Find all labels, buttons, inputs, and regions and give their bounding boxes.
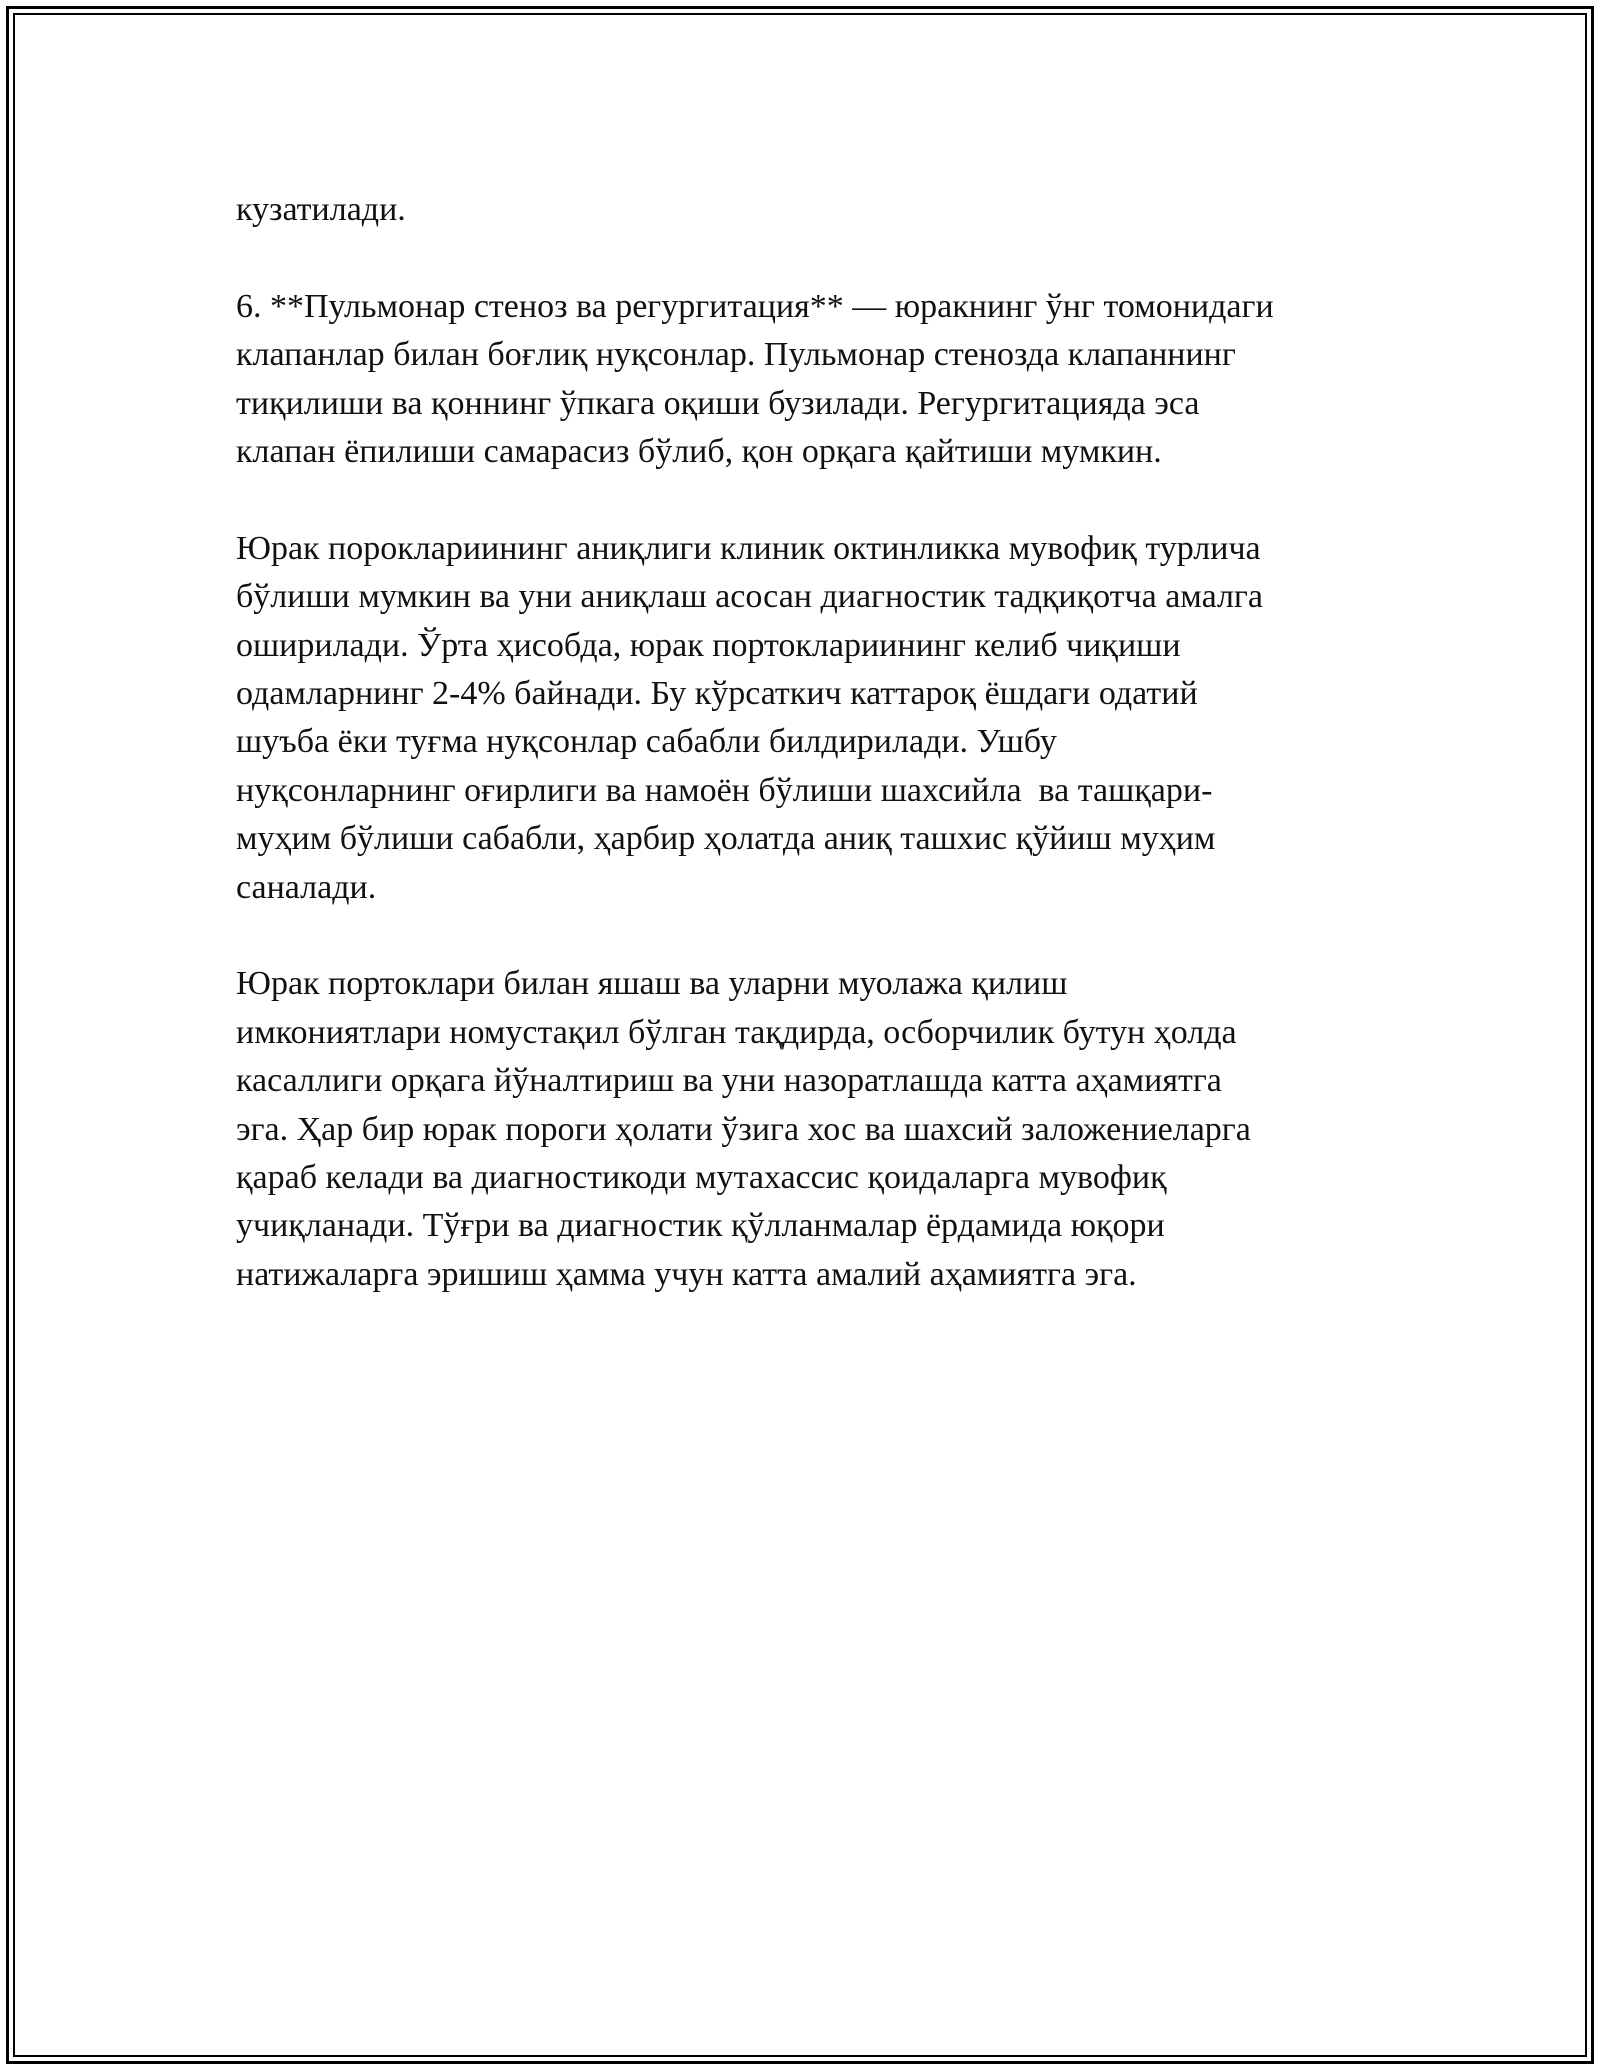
text-line: муҳим бўлиши сабабли, ҳарбир ҳолатда аниқ ташхис қўйиш муҳим — [236, 820, 1216, 858]
text-line: тиқилиши ва қоннинг ўпкага оқиши бузилади. Регургитацияда эса — [236, 384, 1200, 422]
text-line: эга. Ҳар бир юрак пороги ҳолати ўзига хос ва шахсий заложениеларга — [236, 1110, 1251, 1148]
text-line: учиқланади. Тўғри ва диагностик қўлланмалар ёрдамида юқори — [236, 1207, 1165, 1245]
paragraph-pulmonary-stenosis — [236, 283, 1396, 477]
text-line: натижаларга эришиш ҳамма учун катта амалий аҳамиятга эга. — [236, 1255, 1137, 1293]
text-line: саналади. — [236, 868, 377, 906]
text-line: имкониятлари номустақил бўлган тақдирда, осборчилик бутун ҳолда — [236, 1013, 1237, 1051]
paragraph-continuation — [236, 186, 1396, 234]
text-line: нуқсонларнинг оғирлиги ва намоён бўлиши шахсийла ва ташқари- — [236, 771, 1213, 809]
text-line: одамларнинг 2-4% байнади. Бу кўрсаткич каттароқ ёшдаги одатий — [236, 675, 1198, 713]
text-line: оширилади. Ўрта ҳисобда, юрак портоклариининг келиб чиқиши — [236, 626, 1181, 664]
text-line: қараб келади ва диагностикоди мутахассис қоидаларга мувофиқ — [236, 1159, 1167, 1197]
paragraph-prevalence — [236, 525, 1396, 912]
text-line: шуъба ёки туғма нуқсонлар сабабли билдирилади. Ушбу — [236, 723, 1057, 761]
text-line: клапанлар билан боғлиқ нуқсонлар. Пульмонар стенозда клапаннинг — [236, 336, 1236, 374]
text-line: 6. **Пульмонар стеноз ва регургитация** — юракнинг ўнг томонидаги — [236, 287, 1274, 325]
text-line: бўлиши мумкин ва уни аниқлаш асосан диагностик тадқиқотча амалга — [236, 578, 1263, 616]
document-body — [236, 186, 1396, 1348]
text-line: Юрак пороклариининг аниқлиги клиник октинликка мувофиқ турлича — [236, 529, 1261, 567]
text-line: Юрак портоклари билан яшаш ва уларни муолажа қилиш — [236, 965, 1068, 1003]
paragraph-treatment — [236, 960, 1396, 1299]
text-line: кузатилади. — [236, 191, 406, 228]
text-line: касаллиги орқага йўналтириш ва уни назоратлашда катта аҳамиятга — [236, 1062, 1222, 1100]
text-line: клапан ёпилиши самарасиз бўлиб, қон орқага қайтиши мумкин. — [236, 433, 1162, 471]
